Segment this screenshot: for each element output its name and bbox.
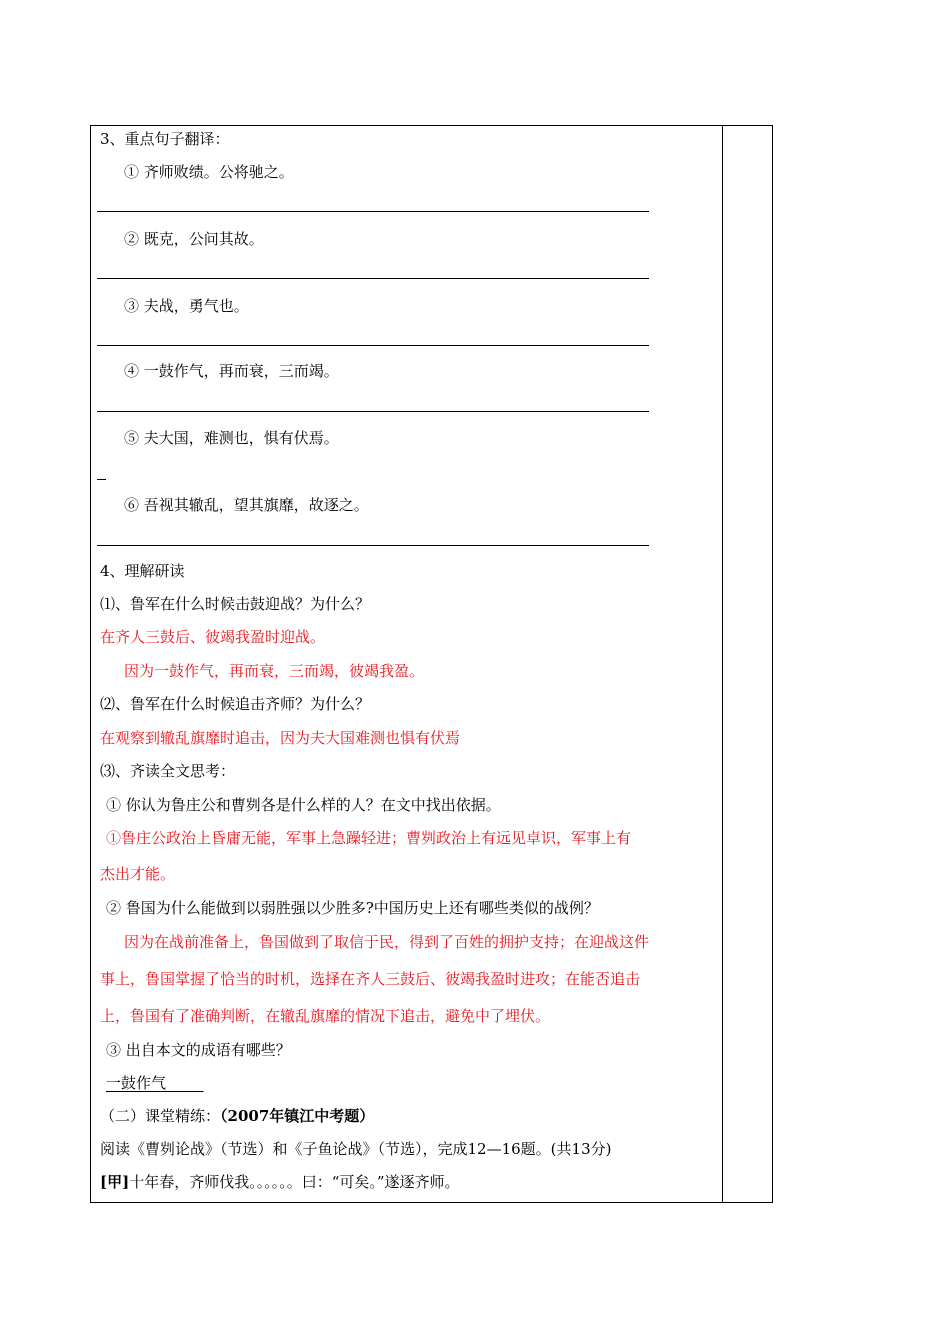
- question-3: ⑶、齐读全文思考：: [100, 762, 236, 780]
- question-2: ⑵、鲁军在什么时候追击齐师？为什么？: [100, 695, 371, 713]
- section3-heading: 3、重点句子翻译：: [100, 130, 230, 148]
- translation-item-6: ⑥ 吾视其辙乱，望其旗靡，故逐之。: [124, 496, 369, 514]
- idiom-text: 一鼓作气: [106, 1074, 167, 1092]
- subquestion-2: ② 鲁国为什么能做到以弱胜强以少胜多?中国历史上还有哪些类似的战例？: [106, 899, 599, 917]
- subanswer-2-line-3: 上，鲁国有了准确判断，在辙乱旗靡的情况下追击，避免中了埋伏。: [100, 1007, 551, 1025]
- translation-item-5: ⑤ 夫大国，难测也，惧有伏焉。: [124, 429, 339, 447]
- translation-item-2: ② 既克，公问其故。: [124, 230, 264, 248]
- answer-line-1: [97, 211, 649, 212]
- translation-item-1: ① 齐师败绩。公将驰之。: [124, 163, 294, 181]
- answer-line-2: [97, 278, 649, 279]
- answer-1-line-2: 因为一鼓作气，再而衰，三而竭，彼竭我盈。: [124, 662, 425, 680]
- passage-marker: [甲]: [100, 1173, 130, 1191]
- answer-line-3: [97, 345, 649, 346]
- translation-item-3: ③ 夫战，勇气也。: [124, 297, 249, 315]
- subanswer-3: [106, 1073, 204, 1093]
- passage-line: [100, 1172, 460, 1192]
- subanswer-2-line-1: 因为在战前准备上，鲁国做到了取信于民，得到了百姓的拥护支持；在迎战这件: [124, 933, 650, 951]
- section4-heading: 4、理解研读: [100, 562, 185, 580]
- practice-heading: [100, 1106, 374, 1126]
- practice-source: （2007年镇江中考题）: [220, 1107, 375, 1125]
- practice-instruction: 阅读《曹刿论战》（节选）和《子鱼论战》（节选），完成12—16题。(共13分): [100, 1140, 612, 1158]
- subquestion-3: ③ 出自本文的成语有哪些？: [106, 1041, 291, 1059]
- subanswer-2-line-2: 事上，鲁国掌握了恰当的时机，选择在齐人三鼓后、彼竭我盈时进攻；在能否追击: [100, 970, 641, 988]
- answer-line-4: [97, 411, 649, 412]
- column-divider: [722, 125, 723, 1203]
- subanswer-1-line-2: 杰出才能。: [100, 865, 176, 883]
- practice-prefix: （二）课堂精练：: [100, 1107, 221, 1125]
- answer-line-6: [97, 545, 649, 546]
- answer-2: 在观察到辙乱旗靡时追击，因为夫大国难测也惧有伏焉: [100, 729, 461, 747]
- answer-1-line-1: 在齐人三鼓后、彼竭我盈时迎战。: [100, 628, 326, 646]
- subanswer-1-line-1: ①鲁庄公政治上昏庸无能，军事上急躁轻进；曹刿政治上有远见卓识，军事上有: [106, 829, 632, 847]
- subquestion-1: ① 你认为鲁庄公和曹刿各是什么样的人？在文中找出依据。: [106, 796, 501, 814]
- answer-line-5-dash: [97, 479, 106, 480]
- translation-item-4: ④ 一鼓作气，再而衰，三而竭。: [124, 362, 339, 380]
- passage-text: 十年春，齐师伐我。。。。。。曰：“可矣。”遂逐齐师。: [129, 1173, 460, 1191]
- question-1: ⑴、鲁军在什么时候击鼓迎战？为什么？: [100, 595, 371, 613]
